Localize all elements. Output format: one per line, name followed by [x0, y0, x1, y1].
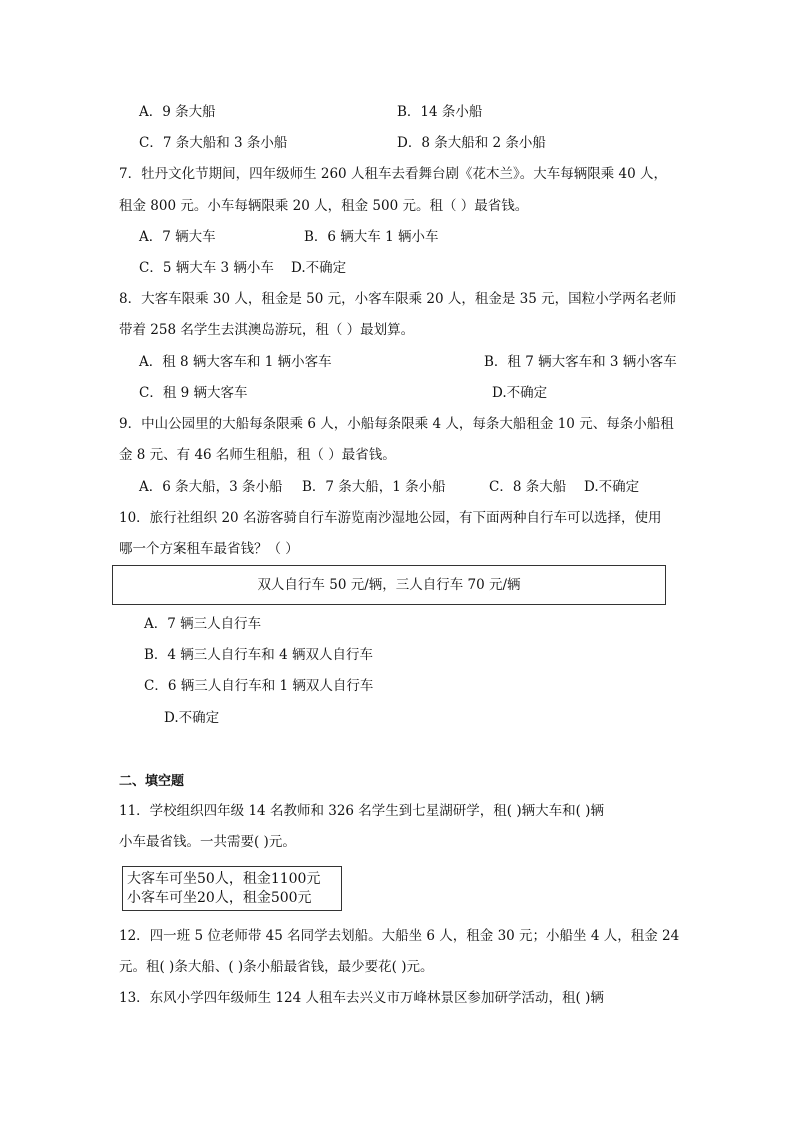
q7-stem-line1: 7．牡丹文化节期间，四年级师生 260 人租车去看舞台剧《花木兰》。大车每辆限乘 40 人， — [119, 166, 667, 182]
q11-stem-line2: 小车最省钱。一共需要( )元。 — [119, 834, 296, 850]
q6-option-a: A．9 条大船 — [139, 104, 216, 120]
q9-stem-line1: 9．中山公园里的大船每条限乘 6 人，小船每条限乘 4 人，每条大船租金 10 元、每条小船租 — [119, 416, 674, 432]
q9-option-a: A．6 条大船，3 条小船 — [139, 479, 283, 495]
q10-option-a: A．7 辆三人自行车 — [144, 616, 262, 632]
q9-option-d: D.不确定 — [584, 479, 640, 495]
q10-option-c: C．6 辆三人自行车和 1 辆双人自行车 — [144, 678, 374, 694]
q8-option-b: B．租 7 辆大客车和 3 辆小客车 — [484, 354, 677, 370]
q13-stem-line1: 13．东风小学四年级师生 124 人租车去兴义市万峰林景区参加研学活动，租( )辆 — [119, 990, 604, 1006]
q7-option-b: B．6 辆大车 1 辆小车 — [304, 229, 439, 245]
q12-stem-line1: 12．四一班 5 位老师带 45 名同学去划船。大船坐 6 人，租金 30 元；小船坐 4 人，租金 24 — [119, 928, 680, 944]
q10-price-box: 双人自行车 50 元/辆，三人自行车 70 元/辆 — [112, 565, 666, 605]
q6-option-d: D．8 条大船和 2 条小船 — [397, 135, 546, 151]
q9-option-b: B．7 条大船，1 条小船 — [302, 479, 446, 495]
q12-stem-line2: 元。租( )条大船、( )条小船最省钱，最少要花( )元。 — [119, 959, 434, 975]
q7-stem-line2: 租金 800 元。小车每辆限乘 20 人，租金 500 元。租（ ）最省钱。 — [119, 198, 529, 214]
q8-option-a: A．租 8 辆大客车和 1 辆小客车 — [139, 354, 332, 370]
q9-option-c: C．8 条大船 — [489, 479, 567, 495]
q7-option-d: D.不确定 — [291, 260, 347, 276]
q8-option-d: D.不确定 — [492, 385, 548, 401]
q8-stem-line1: 8．大客车限乘 30 人，租金是 50 元，小客车限乘 20 人，租金是 35 元，国粒小学两名老师 — [119, 291, 677, 307]
q8-stem-line2: 带着 258 名学生去淇澳岛游玩，租（ ）最划算。 — [119, 322, 415, 338]
q10-option-b: B．4 辆三人自行车和 4 辆双人自行车 — [144, 647, 373, 663]
q11-box-line1: 大客车可坐50人，租金1100元 — [127, 871, 321, 887]
q11-price-box — [122, 866, 342, 911]
q6-option-c: C．7 条大船和 3 条小船 — [139, 135, 288, 151]
q10-stem-line1: 10．旅行社组织 20 名游客骑自行车游览南沙湿地公园，有下面两种自行车可以选择，使用 — [119, 510, 662, 526]
q6-option-b: B．14 条小船 — [397, 104, 483, 120]
q10-option-d: D.不确定 — [164, 710, 220, 726]
q7-option-a: A．7 辆大车 — [139, 229, 216, 245]
q7-option-c: C．5 辆大车 3 辆小车 — [139, 260, 274, 276]
section-title-fill-in: 二、填空题 — [119, 774, 185, 789]
q9-stem-line2: 金 8 元、有 46 名师生租船，租（ ）最省钱。 — [119, 447, 396, 463]
q8-option-c: C．租 9 辆大客车 — [139, 385, 248, 401]
q10-stem-line2: 哪一个方案租车最省钱？（ ） — [119, 541, 299, 557]
q11-stem-line1: 11．学校组织四年级 14 名教师和 326 名学生到七星湖研学，租( )辆大车和( )辆 — [119, 803, 604, 819]
q11-box-line2: 小客车可坐20人，租金500元 — [127, 890, 312, 906]
